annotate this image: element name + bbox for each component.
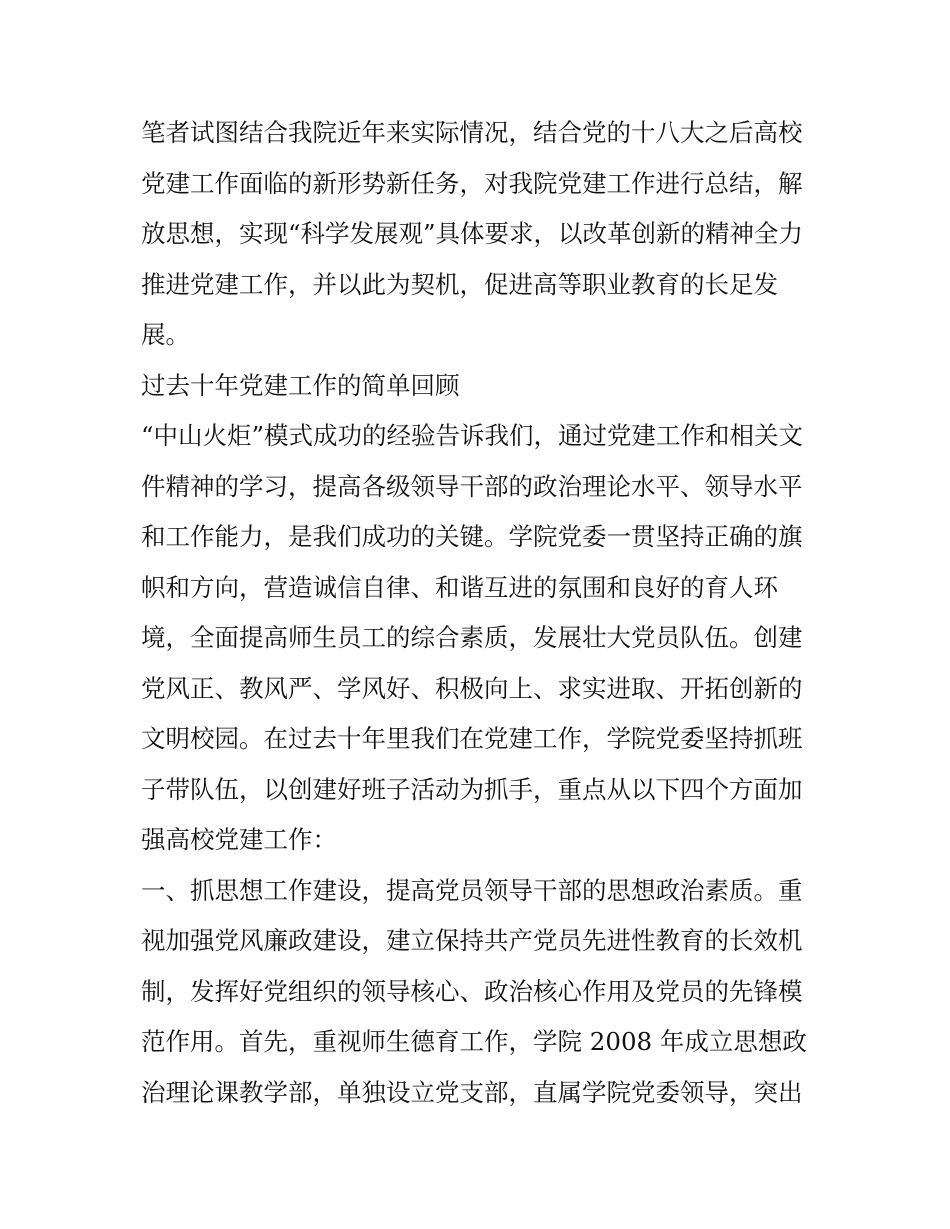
text-line: 和工作能力，是我们成功的关键。学院党委一贯坚持正确的旗 — [141, 522, 803, 551]
review-paragraph — [141, 411, 813, 866]
text-line: 文明校园。在过去十年里我们在党建工作，学院党委坚持抓班 — [141, 724, 803, 753]
text-line: 推进党建工作，并以此为契机，促进高等职业教育的长足发 — [141, 269, 778, 299]
text-line: 境，全面提高师生员工的综合素质，发展壮大党员队伍。创建 — [141, 623, 803, 652]
text-line: 党风正、教风严、学风好、积极向上、求实进取、开拓创新的 — [141, 673, 803, 703]
text-line: 一、抓思想工作建设，提高党员领导干部的思想政治素质。重 — [141, 875, 803, 905]
text-line: 强高校党建工作： — [141, 825, 337, 854]
text-line: 子带队伍，以创建好班子活动为抓手，重点从以下四个方面加 — [141, 774, 803, 804]
text-line: “中山火炬”模式成功的经验告诉我们，通过党建工作和相关文 — [141, 421, 804, 450]
text-line: 制，发挥好党组织的领导核心、政治核心作用及党员的先锋模 — [141, 976, 803, 1006]
text-line: 展。 — [141, 320, 190, 349]
text-line: 党建工作面临的新形势新任务，对我院党建工作进行总结，解 — [141, 168, 803, 198]
text-line: 帜和方向，营造诚信自律、和谐互进的氛围和良好的育人环 — [141, 572, 778, 602]
section-heading — [141, 361, 813, 412]
intro-paragraph — [141, 108, 813, 361]
text-line: 视加强党风廉政建设，建立保持共产党员先进性教育的长效机 — [141, 926, 803, 955]
text-line: 范作用。首先，重视师生德育工作，学院 2008 年成立思想政 — [141, 1027, 807, 1056]
text-line: 件精神的学习，提高各级领导干部的政治理论水平、领导水平 — [141, 471, 803, 501]
text-line: 放思想，实现“科学发展观”具体要求，以改革创新的精神全力 — [141, 219, 804, 248]
text-line: 治理论课教学部，单独设立党支部，直属学院党委领导，突出 — [141, 1077, 803, 1107]
text-line: 笔者试图结合我院近年来实际情况，结合党的十八大之后高校 — [141, 118, 803, 147]
document-body — [141, 108, 813, 1118]
point-one-paragraph — [141, 866, 813, 1119]
heading-line: 过去十年党建工作的简单回顾 — [141, 370, 460, 400]
